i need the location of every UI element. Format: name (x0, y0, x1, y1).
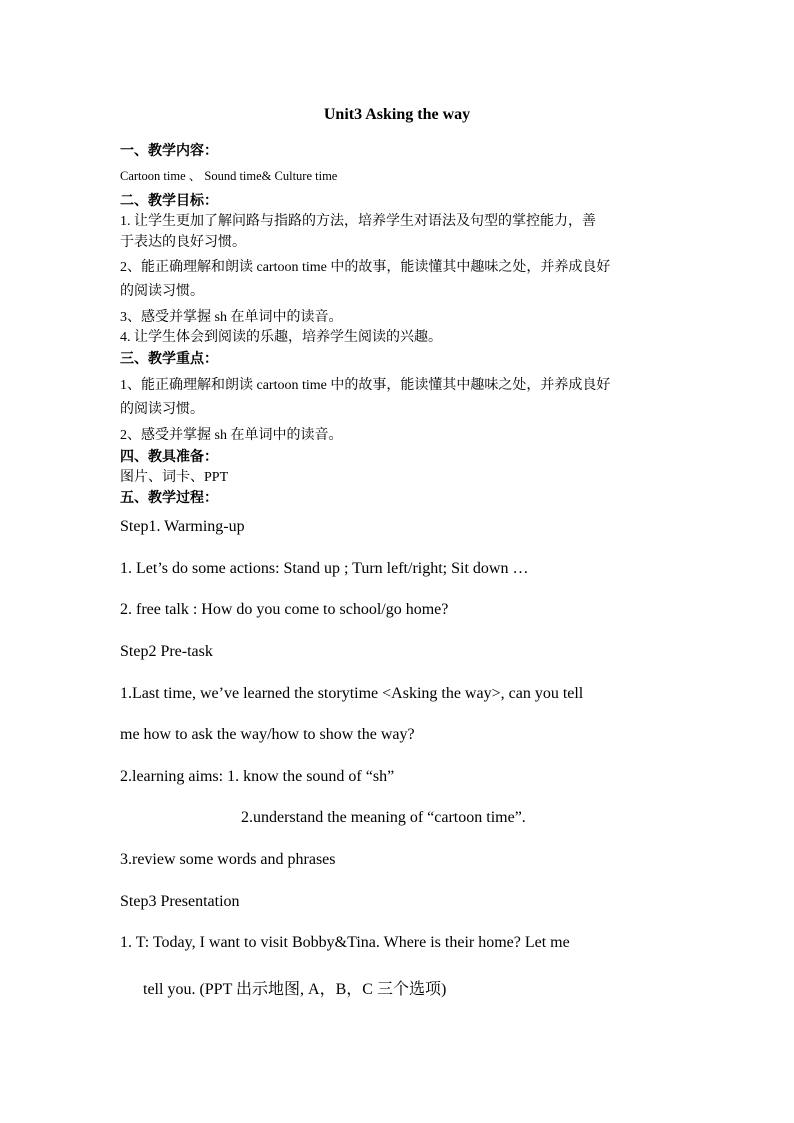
process-line: 1.Last time, we’ve learned the storytime <Asking the way>, can you tell (120, 685, 584, 702)
process-line: Step1. Warming-up (120, 518, 245, 535)
key-point-line: 的阅读习惯。 (120, 402, 204, 417)
process-line: me how to ask the way/how to show the way? (120, 726, 415, 743)
goal-line: 1. 让学生更加了解问路与指路的方法，培养学生对语法及句型的掌控能力，善 (120, 214, 596, 229)
process-line: 2.learning aims: 1. know the sound of “sh” (120, 768, 395, 785)
content-line: Cartoon time 、 Sound time& Culture time (120, 169, 338, 183)
process-line: Step2 Pre-task (120, 643, 213, 660)
section-heading-aids: 四、教具准备： (120, 450, 218, 465)
section-heading-goals: 二、教学目标： (120, 194, 218, 209)
page-title: Unit3 Asking the way (323, 106, 471, 123)
aids-line: 图片、词卡、PPT (120, 470, 229, 485)
goal-line: 2、能正确理解和朗读 cartoon time 中的故事，能读懂其中趣味之处，并养成良好 (120, 260, 611, 275)
goal-line: 于表达的良好习惯。 (120, 235, 246, 250)
process-line: Step3 Presentation (120, 893, 240, 910)
section-heading-process: 五、教学过程： (120, 491, 218, 506)
section-heading-content: 一、教学内容： (120, 144, 218, 159)
key-point-line: 2、感受并掌握 sh 在单词中的读音。 (120, 428, 343, 443)
section-heading-key-points: 三、教学重点： (120, 352, 218, 367)
process-line: 3.review some words and phrases (120, 851, 336, 868)
process-line: 2.understand the meaning of “cartoon time”. (241, 809, 526, 826)
goal-line: 3、感受并掌握 sh 在单词中的读音。 (120, 310, 343, 325)
process-line: 1. Let’s do some actions: Stand up ; Turn left/right; Sit down … (120, 560, 529, 577)
goal-line: 4. 让学生体会到阅读的乐趣，培养学生阅读的兴趣。 (120, 330, 442, 345)
key-point-line: 1、能正确理解和朗读 cartoon time 中的故事，能读懂其中趣味之处，并养成良好 (120, 378, 611, 393)
process-line: 2. free talk : How do you come to school/go home? (120, 601, 449, 618)
process-line: tell you. (PPT 出示地图, A，B，C 三个选项) (143, 981, 447, 998)
process-line: 1. T: Today, I want to visit Bobby&Tina. Where is their home? Let me (120, 934, 570, 951)
goal-line: 的阅读习惯。 (120, 284, 204, 299)
